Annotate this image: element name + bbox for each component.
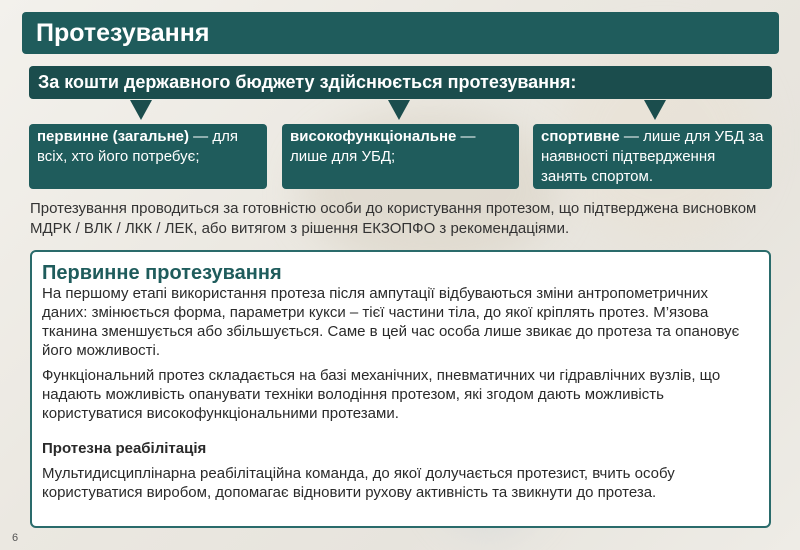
page-title: Протезування bbox=[22, 12, 779, 54]
type-term: спортивне bbox=[541, 128, 620, 145]
type-description: — лише для УБД; bbox=[290, 128, 476, 165]
page-number: 6 bbox=[12, 532, 19, 544]
arrow-down-icon bbox=[388, 100, 410, 120]
type-card-primary bbox=[29, 124, 267, 189]
paragraph: Функціональний протез складається на базі механічних, пневматичних чи гідравлічних вузлів, що надають можливість опанувати техніки володіння протезом, які згодом дають можливість користуватися високофункціональними протезами. bbox=[42, 367, 721, 422]
arrow-down-icon bbox=[130, 100, 152, 120]
type-description: — для всіх, хто його потребує; bbox=[37, 128, 238, 165]
paragraph: На першому етапі використання протеза після ампутації відбуваються зміни антропометричних даних: змінюється форма, параметри кукси – тієї частини тіла, до якої кріплять протез. М’язова тканина зменшується або збільшується. Саме в цей час особа лише звикає до протеза та опановує його можливості. bbox=[42, 285, 740, 359]
readiness-note: Протезування проводиться за готовністю особи до користування протезом, що підтверджена висновком МДРК / ВЛК / ЛКК / ЛЕК, або витягом з рішення ЕКЗОПФО з рекомендаціями. bbox=[30, 200, 757, 237]
section-title: Первинне протезування bbox=[42, 262, 282, 284]
paragraph: Мультидисциплінарна реабілітаційна команда, до якої долучається протезист, вчить особу користуватися виробом, допомагає відновити рухову активність та звикнути до протеза. bbox=[42, 465, 675, 501]
type-term: первинне (загальне) bbox=[37, 128, 189, 145]
primary-prosthetics-box bbox=[30, 250, 771, 528]
arrow-down-icon bbox=[644, 100, 666, 120]
type-card-high-functional bbox=[282, 124, 519, 189]
type-card-sport bbox=[533, 124, 772, 189]
subsection-title: Протезна реабілітація bbox=[42, 440, 207, 457]
type-description: — лише для УБД за наявності підтвердження занять спортом. bbox=[541, 128, 764, 185]
intro-bar: За кошти державного бюджету здійснюється протезування: bbox=[29, 66, 772, 99]
type-term: високофункціональне bbox=[290, 128, 457, 145]
